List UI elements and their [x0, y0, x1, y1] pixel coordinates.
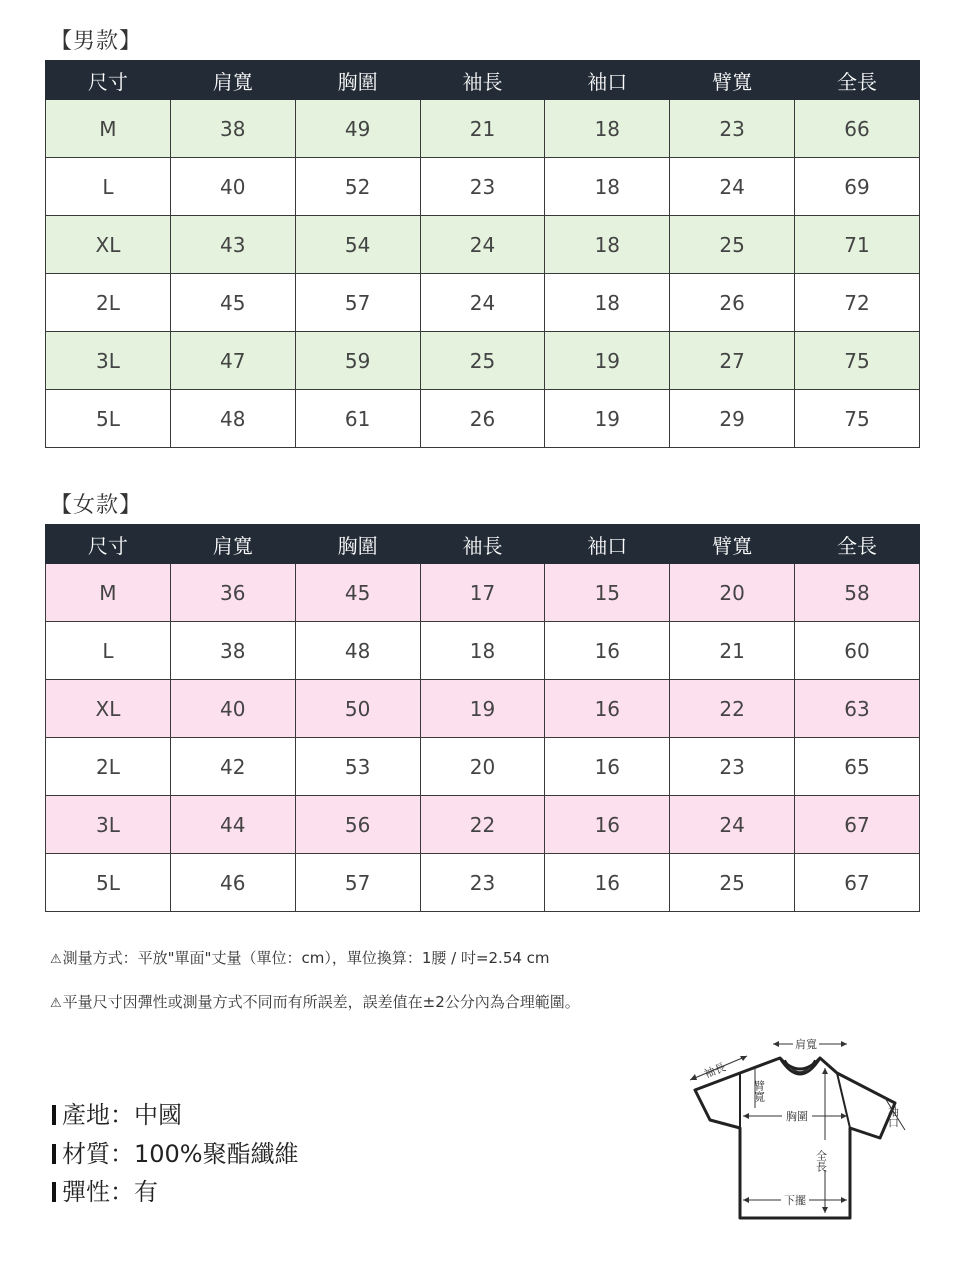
women-header-cell: 尺寸	[46, 525, 171, 564]
men-header-cell: 全長	[795, 61, 920, 100]
size-cell: 2L	[46, 738, 171, 796]
measurement-cell: 24	[420, 274, 545, 332]
measurement-cell: 66	[795, 100, 920, 158]
measurement-cell: 48	[170, 390, 295, 448]
measurement-cell: 42	[170, 738, 295, 796]
warning-icon: ⚠	[50, 952, 62, 967]
measurement-cell: 36	[170, 564, 295, 622]
women-size-table	[45, 524, 920, 912]
bullet-bar-icon	[52, 1144, 56, 1164]
measurement-cell: 23	[670, 738, 795, 796]
measurement-cell: 38	[170, 100, 295, 158]
measurement-cell: 71	[795, 216, 920, 274]
table-row	[46, 332, 920, 390]
measurement-cell: 44	[170, 796, 295, 854]
tshirt-measurement-diagram	[685, 1028, 925, 1228]
measurement-cell: 40	[170, 158, 295, 216]
women-header-cell: 肩寬	[170, 525, 295, 564]
measurement-cell: 29	[670, 390, 795, 448]
size-cell: M	[46, 564, 171, 622]
elasticity-info	[52, 1177, 158, 1207]
table-row	[46, 216, 920, 274]
size-cell: 3L	[46, 332, 171, 390]
measurement-cell: 49	[295, 100, 420, 158]
measurement-cell: 58	[795, 564, 920, 622]
tolerance-note	[50, 992, 580, 1014]
women-header-cell: 袖長	[420, 525, 545, 564]
total-length-label: 全長	[814, 1150, 828, 1172]
men-section-title: 【男款】	[50, 29, 143, 54]
table-row	[46, 738, 920, 796]
hem-label: 下擺	[784, 1194, 806, 1207]
measurement-cell: 61	[295, 390, 420, 448]
measurement-cell: 67	[795, 796, 920, 854]
material-text: 材質：100%聚酯纖維	[62, 1140, 299, 1168]
measurement-cell: 19	[545, 332, 670, 390]
measurement-cell: 52	[295, 158, 420, 216]
size-cell: 3L	[46, 796, 171, 854]
elasticity-text: 彈性：有	[62, 1178, 158, 1206]
measurement-cell: 75	[795, 390, 920, 448]
measurement-cell: 16	[545, 854, 670, 912]
measurement-cell: 22	[420, 796, 545, 854]
women-header-cell: 袖口	[545, 525, 670, 564]
measurement-cell: 24	[670, 796, 795, 854]
women-header-row	[46, 525, 920, 564]
measurement-cell: 26	[420, 390, 545, 448]
measurement-cell: 21	[670, 622, 795, 680]
measurement-cell: 20	[670, 564, 795, 622]
measurement-cell: 17	[420, 564, 545, 622]
men-header-cell: 袖口	[545, 61, 670, 100]
measurement-cell: 24	[420, 216, 545, 274]
measurement-cell: 18	[420, 622, 545, 680]
measurement-note-text: 測量方式：平放"單面"丈量（單位：cm），單位換算：1腰 / 吋=2.54 cm	[62, 949, 550, 967]
size-cell: 2L	[46, 274, 171, 332]
measurement-cell: 16	[545, 796, 670, 854]
size-cell: L	[46, 622, 171, 680]
origin-info	[52, 1100, 182, 1130]
measurement-cell: 18	[545, 274, 670, 332]
measurement-cell: 18	[545, 216, 670, 274]
size-cell: 5L	[46, 390, 171, 448]
men-header-cell: 臂寬	[670, 61, 795, 100]
origin-text: 產地：中國	[62, 1101, 182, 1129]
measurement-cell: 19	[420, 680, 545, 738]
measurement-cell: 16	[545, 680, 670, 738]
sleeve-length-label: 袖長	[702, 1060, 728, 1081]
table-row	[46, 564, 920, 622]
table-row	[46, 274, 920, 332]
measurement-cell: 59	[295, 332, 420, 390]
bullet-bar-icon	[52, 1105, 56, 1125]
size-cell: 5L	[46, 854, 171, 912]
table-row	[46, 622, 920, 680]
measurement-note	[50, 948, 550, 970]
measurement-cell: 46	[170, 854, 295, 912]
size-cell: XL	[46, 216, 171, 274]
measurement-cell: 38	[170, 622, 295, 680]
measurement-cell: 45	[295, 564, 420, 622]
measurement-cell: 50	[295, 680, 420, 738]
measurement-cell: 27	[670, 332, 795, 390]
measurement-cell: 56	[295, 796, 420, 854]
table-row	[46, 158, 920, 216]
measurement-cell: 47	[170, 332, 295, 390]
measurement-cell: 63	[795, 680, 920, 738]
measurement-cell: 23	[670, 100, 795, 158]
men-header-cell: 尺寸	[46, 61, 171, 100]
measurement-cell: 19	[545, 390, 670, 448]
warning-icon: ⚠	[50, 996, 62, 1011]
measurement-cell: 67	[795, 854, 920, 912]
measurement-cell: 75	[795, 332, 920, 390]
measurement-cell: 18	[545, 100, 670, 158]
women-header-cell: 胸圍	[295, 525, 420, 564]
measurement-cell: 16	[545, 622, 670, 680]
size-cell: M	[46, 100, 171, 158]
measurement-cell: 18	[545, 158, 670, 216]
measurement-cell: 65	[795, 738, 920, 796]
measurement-cell: 60	[795, 622, 920, 680]
measurement-cell: 69	[795, 158, 920, 216]
cuff-label: 袖口	[886, 1106, 900, 1128]
table-row	[46, 390, 920, 448]
measurement-cell: 43	[170, 216, 295, 274]
measurement-cell: 21	[420, 100, 545, 158]
measurement-cell: 25	[670, 854, 795, 912]
measurement-cell: 57	[295, 854, 420, 912]
women-header-cell: 全長	[795, 525, 920, 564]
tolerance-note-text: 平量尺寸因彈性或測量方式不同而有所誤差，誤差值在±2公分內為合理範圍。	[62, 993, 580, 1011]
measurement-cell: 23	[420, 854, 545, 912]
table-row	[46, 680, 920, 738]
measurement-cell: 48	[295, 622, 420, 680]
table-row	[46, 854, 920, 912]
size-cell: L	[46, 158, 171, 216]
measurement-cell: 24	[670, 158, 795, 216]
chest-label: 胸圍	[786, 1110, 808, 1123]
measurement-cell: 15	[545, 564, 670, 622]
measurement-cell: 22	[670, 680, 795, 738]
measurement-cell: 25	[420, 332, 545, 390]
arm-width-label: 臂寬	[752, 1080, 766, 1102]
men-header-cell: 袖長	[420, 61, 545, 100]
measurement-cell: 23	[420, 158, 545, 216]
table-row	[46, 796, 920, 854]
table-row	[46, 100, 920, 158]
measurement-cell: 25	[670, 216, 795, 274]
measurement-cell: 72	[795, 274, 920, 332]
measurement-cell: 53	[295, 738, 420, 796]
measurement-cell: 26	[670, 274, 795, 332]
bullet-bar-icon	[52, 1182, 56, 1202]
measurement-cell: 57	[295, 274, 420, 332]
measurement-cell: 16	[545, 738, 670, 796]
men-header-row	[46, 61, 920, 100]
men-header-cell: 胸圍	[295, 61, 420, 100]
measurement-cell: 54	[295, 216, 420, 274]
women-section-title: 【女款】	[50, 493, 143, 518]
men-header-cell: 肩寬	[170, 61, 295, 100]
men-size-table	[45, 60, 920, 448]
shoulder-label: 肩寬	[795, 1038, 817, 1051]
measurement-cell: 40	[170, 680, 295, 738]
women-header-cell: 臂寬	[670, 525, 795, 564]
measurement-cell: 20	[420, 738, 545, 796]
material-info	[52, 1139, 299, 1169]
size-cell: XL	[46, 680, 171, 738]
measurement-cell: 45	[170, 274, 295, 332]
